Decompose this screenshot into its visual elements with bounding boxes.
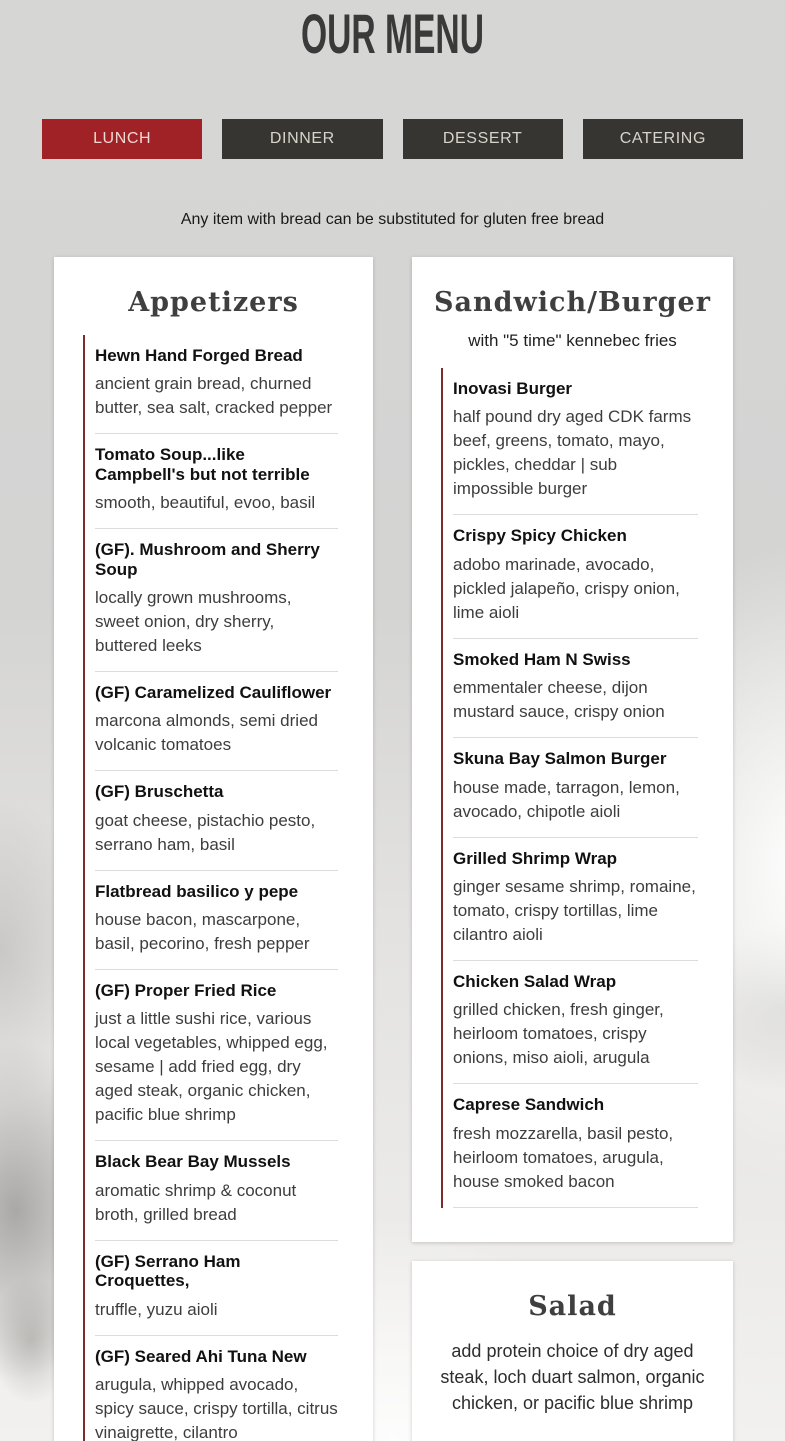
menu-item xyxy=(95,1241,338,1336)
sandwich-burger-subtitle: with "5 time" kennebec fries xyxy=(468,331,677,350)
menu-item-description: ancient grain bread, churned butter, sea salt, cracked pepper xyxy=(95,374,333,418)
menu-item-description: fresh mozzarella, basil pesto, heirloom tomatoes, arugula, house smoked bacon xyxy=(453,1123,674,1191)
menu-item-name: Black Bear Bay Mussels xyxy=(95,1152,291,1172)
menu-item-description: marcona almonds, semi dried volcanic tomatoes xyxy=(95,711,318,755)
menu-item-name: Skuna Bay Salmon Burger xyxy=(453,749,667,769)
menu-item-name: Tomato Soup...like Campbell's but not terrible xyxy=(95,445,310,484)
menu-item xyxy=(95,1336,338,1441)
menu-item-description: house made, tarragon, lemon, avocado, chipotle aioli xyxy=(453,777,680,821)
menu-item-description: just a little sushi rice, various local vegetables, whipped egg, sesame | add fried egg, dry aged steak, organic chicken, pacific blue shrimp xyxy=(95,1009,328,1125)
sandwich-burger-card-title: Sandwich/Burger xyxy=(434,287,711,318)
tab-dessert[interactable]: DESSERT xyxy=(403,119,563,159)
menu-item-description: aromatic shrimp & coconut broth, grilled bread xyxy=(95,1180,297,1224)
menu-item-name: (GF). Mushroom and Sherry Soup xyxy=(95,540,320,579)
menu-item xyxy=(95,1141,338,1240)
menu-item-name: Inovasi Burger xyxy=(453,379,573,398)
menu-item-name: Grilled Shrimp Wrap xyxy=(453,848,618,868)
menu-item xyxy=(95,970,338,1141)
menu-item-description: half pound dry aged CDK farms beef, greens, tomato, mayo, pickles, cheddar | sub impossible burger xyxy=(453,407,692,499)
menu-item xyxy=(453,738,698,837)
appetizers-card xyxy=(54,257,373,1441)
menu-item-description: grilled chicken, fresh ginger, heirloom tomatoes, crispy onions, miso aioli, arugula xyxy=(453,1000,664,1068)
menu-item-name: (GF) Bruschetta xyxy=(95,782,224,802)
left-column xyxy=(54,257,373,1441)
menu-item xyxy=(453,1084,698,1207)
tab-catering[interactable]: CATERING xyxy=(583,119,743,159)
right-column xyxy=(412,257,733,1441)
gluten-free-note: Any item with bread can be substituted for gluten free bread xyxy=(180,211,605,228)
menu-item-description: adobo marinade, avocado, pickled jalapeño, crispy onion, lime aioli xyxy=(453,554,680,622)
menu-item-name: Hewn Hand Forged Bread xyxy=(95,346,303,365)
menu-item-name: Chicken Salad Wrap xyxy=(453,971,617,991)
menu-item-name: Flatbread basilico y pepe xyxy=(95,881,299,901)
menu-item xyxy=(453,639,698,738)
menu-item xyxy=(95,771,338,870)
menu-grid xyxy=(0,257,785,1441)
menu-item xyxy=(95,672,338,771)
tab-dinner[interactable]: DINNER xyxy=(222,119,382,159)
menu-item-description: truffle, yuzu aioli xyxy=(95,1299,218,1319)
menu-item xyxy=(95,871,338,970)
menu-tab-bar xyxy=(0,119,785,159)
menu-item xyxy=(453,368,698,515)
appetizers-item-list xyxy=(83,335,338,1441)
menu-item xyxy=(95,335,338,434)
menu-item xyxy=(95,434,338,529)
appetizers-card-title: Appetizers xyxy=(128,287,299,318)
salad-subtitle: add protein choice of dry aged steak, loch duart salmon, organic chicken, or pacific blue shrimp xyxy=(440,1340,705,1413)
menu-item-name: Caprese Sandwich xyxy=(453,1095,605,1115)
menu-item-description: house bacon, mascarpone, basil, pecorino, fresh pepper xyxy=(95,910,310,953)
menu-item-name: Smoked Ham N Swiss xyxy=(453,649,631,669)
page-title: OUR MENU xyxy=(301,2,484,65)
salad-card xyxy=(412,1261,733,1441)
menu-item-description: goat cheese, pistachio pesto, serrano ham, basil xyxy=(95,810,316,854)
menu-item xyxy=(95,529,338,672)
menu-item xyxy=(453,838,698,961)
menu-item-name: (GF) Seared Ahi Tuna New xyxy=(95,1346,307,1366)
menu-item-description: locally grown mushrooms, sweet onion, dry sherry, buttered leeks xyxy=(95,587,292,655)
menu-item-description: arugula, whipped avocado, spicy sauce, crispy tortilla, citrus vinaigrette, cilantro xyxy=(95,1374,338,1441)
menu-item-name: Crispy Spicy Chicken xyxy=(453,526,627,546)
menu-item-name: (GF) Proper Fried Rice xyxy=(95,981,277,1000)
menu-item-description: smooth, beautiful, evoo, basil xyxy=(95,493,316,513)
menu-item xyxy=(453,961,698,1084)
salad-card-title: Salad xyxy=(528,1290,617,1322)
menu-item-description: emmentaler cheese, dijon mustard sauce, crispy onion xyxy=(453,678,665,722)
menu-item-name: (GF) Caramelized Cauliflower xyxy=(95,682,332,702)
menu-item xyxy=(453,515,698,638)
menu-item-description: ginger sesame shrimp, romaine, tomato, crispy tortillas, lime cilantro aioli xyxy=(453,876,696,944)
menu-item-name: (GF) Serrano Ham Croquettes, xyxy=(95,1251,241,1291)
sandwich-burger-item-list xyxy=(441,368,698,1208)
tab-lunch[interactable]: LUNCH xyxy=(42,119,202,159)
sandwich-burger-card xyxy=(412,257,733,1242)
